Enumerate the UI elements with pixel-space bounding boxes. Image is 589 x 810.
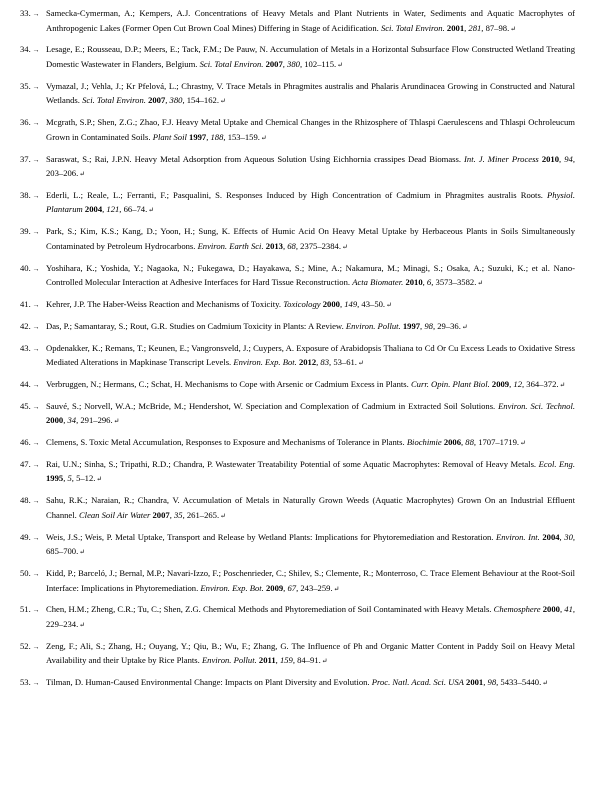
reference-journal: Environ. Int. [496,531,540,542]
reference-pages: 203–206. [46,168,79,179]
reference-journal: Toxicology [283,299,321,309]
reference-volume: 68 [287,240,296,251]
reference-volume: 94 [564,153,573,164]
reference-volume: 12 [513,378,522,389]
reference-title: Sahu, R.K.; Naraian, R.; Chandra, V. Accumulation of Metals in Naturally Grown Weeds (Aquatic Macrophytes) Grown On an Industrial Effluent Channel. [46,495,575,520]
reference-year: 2004 [84,204,103,215]
reference-entry [20,493,575,523]
reference-year: 2001 [446,22,465,33]
reference-pages: 43–50. [361,299,386,309]
reference-text: Saraswat, S.; Rai, J.P.N. Heavy Metal Adsorption from Aqueous Solution Using Eichhornia crassipes Dead Biomass. Int. J. Miner Process 2010, 94, 203–206. ↵ [46,152,575,182]
reference-title: Clemens, S. Toxic Metal Accumulation, Responses to Exposure and Mechanisms of Tolerance in Plants. [46,437,405,448]
reference-volume: 121 [106,204,120,215]
reference-text: Das, P.; Samantaray, S.; Rout, G.R. Studies on Cadmium Toxicity in Plants: A Review. Environ. Pollut. 1997, 98, 29–36. ↵ [46,319,575,335]
reference-title: Saraswat, S.; Rai, J.P.N. Heavy Metal Adsorption from Aqueous Solution Using Eichhornia crassipes Dead Biomass. [46,153,461,164]
reference-entry [20,115,575,145]
reference-year: 2004 [542,531,560,542]
reference-entry [20,341,575,371]
reference-year: 1997 [189,131,207,142]
reference-journal: Environ. Sci. Technol. [498,400,575,411]
reference-number: 42. → [20,319,46,335]
reference-title: Ederli, L.; Reale, L.; Ferranti, F.; Pasqualini, S. Responses Induced by High Concentration of Cadmium in Phragmites australis Roots. [46,189,543,200]
reference-volume: 88 [465,437,474,448]
reference-journal: Environ. Pollut. [201,655,257,666]
reference-journal: Proc. Natl. Acad. Sci. USA [371,677,464,688]
reference-title: Chen, H.M.; Zheng, C.R.; Tu, C.; Shen, Z.G. Chemical Methods and Phytoremediation of Soil Contaminated with Heavy Metals. [46,604,492,615]
reference-number: 48. → [20,493,46,523]
reference-year: 2013 [265,240,283,251]
reference-pages: 66–74. [123,204,148,215]
reference-text: Weis, J.S.; Weis, P. Metal Uptake, Transport and Release by Wetland Plants: Implications for Phytoremediation and Restoration. Environ. Int. 2004, 30, 685–700. ↵ [46,530,575,560]
reference-journal: Physiol. Plantarum [46,189,575,215]
reference-number: 52. → [20,639,46,669]
reference-number: 41. → [20,297,46,313]
reference-pages: 84–91. [297,655,321,666]
reference-pages: 5–12. [76,473,96,484]
reference-text: Tilman, D. Human-Caused Environmental Change: Impacts on Plant Diversity and Evolution. Proc. Natl. Acad. Sci. USA 2001, 98, 5433–5440. ↵ [46,675,575,691]
reference-text: Samecka-Cymerman, A.; Kempers, A.J. Concentrations of Heavy Metals and Plant Nutrients in Water, Sediments and Aquatic Macrophytes of Anthropogenic Lakes (Former Open Cut Brown Coal Mines) Differing in Stage of Acidification. Sci. Total Environ. 2001, 281, 87–98. ↵ [46,6,575,36]
reference-volume: 188 [210,131,224,142]
reference-text: Zeng, F.; Ali, S.; Zhang, H.; Ouyang, Y.; Qiu, B.; Wu, F.; Zhang, G. The Influence of Ph and Organic Matter Content in Paddy Soil on Heavy Metal Availability and their Uptake by Rice Plants. Environ. Pollut. 2011, 159, 84–91. ↵ [46,639,575,669]
reference-volume: 98 [487,677,497,688]
reference-journal: Sci. Total Environ. [199,58,264,69]
reference-number: 50. → [20,566,46,596]
reference-entry [20,261,575,291]
reference-volume: 98 [424,320,433,331]
reference-pages: 153–159. [227,131,260,142]
reference-pages: 1707–1719. [478,437,520,448]
reference-number: 47. → [20,457,46,487]
reference-year: 2007 [265,58,283,69]
reference-volume: 83 [320,357,330,368]
reference-entry [20,566,575,596]
reference-text: Sauvé, S.; Norvell, W.A.; McBride, M.; Hendershot, W. Speciation and Complexation of Cadmium in Extracted Soil Solutions. Environ. Sci. Technol. 2000, 34, 291–296. ↵ [46,399,575,429]
reference-journal: Sci. Total Environ. [380,22,445,33]
reference-journal: Biochimie [406,437,442,448]
reference-volume: 380 [169,95,183,106]
reference-pages: 154–162. [186,95,219,106]
reference-entry [20,399,575,429]
reference-entry [20,639,575,669]
reference-year: 1995 [46,473,64,484]
reference-journal: Ecol. Eng. [538,458,575,469]
reference-pages: 243–259. [300,582,333,593]
reference-number: 33. → [20,6,46,36]
reference-entry [20,319,575,335]
reference-title: Verbruggen, N.; Hermans, C.; Schat, H. Mechanisms to Cope with Arsenic or Cadmium Excess in Plants. [46,378,409,389]
reference-volume: 5 [67,473,72,484]
reference-title: Mcgrath, S.P.; Shen, Z.G.; Zhao, F.J. Heavy Metal Uptake and Chemical Changes in the Rhizosphere of Thlaspi Caerulescens and Thlaspi Ochroleucum Grown in Contaminated Soils. [46,117,575,142]
reference-volume: 380 [287,58,300,69]
reference-text: Ederli, L.; Reale, L.; Ferranti, F.; Pasqualini, S. Responses Induced by High Concentration of Cadmium in Phragmites australis Roots. Physiol. Plantarum 2004, 121, 66–74. ↵ [46,188,575,218]
reference-volume: 67 [287,582,297,593]
reference-number: 44. → [20,377,46,393]
reference-text: Lesage, E.; Rousseau, D.P.; Meers, E.; Tack, F.M.; De Pauw, N. Accumulation of Metals in a Horizontal Subsurface Flow Constructed Wetland Treating Domestic Wastewater in Flanders, Belgium. Sci. Total Environ. 2007, 380, 102–115. ↵ [46,42,575,72]
reference-number: 45. → [20,399,46,429]
reference-year: 2000 [46,415,64,426]
reference-journal: Environ. Earth Sci. [197,240,264,251]
reference-journal: Environ. Exp. Bot. [233,357,297,368]
reference-journal: Chemosphere [493,604,541,615]
reference-entry [20,530,575,560]
reference-title: Vymazal, J.; Vehla, J.; Kr Pfelová, L.; Chrastny, V. Trace Metals in Phragmites australis and Phalaris Arundinacea Growing in Constructed and Natural Wetlands. [46,80,575,106]
reference-pages: 364–372. [526,378,559,389]
reference-journal: Sci. Total Environ. [82,95,146,106]
reference-year: 2010 [541,153,560,164]
reference-volume: 34 [67,415,77,426]
reference-pages: 29–36. [437,320,461,331]
reference-entry [20,152,575,182]
reference-text: Rai, U.N.; Sinha, S.; Tripathi, R.D.; Chandra, P. Wastewater Treatability Potential of some Aquatic Macrophytes: Removal of Heavy Metals. Ecol. Eng. 1995, 5, 5–12. ↵ [46,457,575,487]
reference-text: Clemens, S. Toxic Metal Accumulation, Responses to Exposure and Mechanisms of Tolerance in Plants. Biochimie 2006, 88, 1707–1719. ↵ [46,435,575,451]
reference-number: 53. → [20,675,46,691]
reference-entry [20,224,575,254]
reference-volume: 281 [468,22,482,33]
reference-year: 2009 [491,378,510,389]
reference-pages: 3573–3582. [435,277,477,288]
reference-number: 51. → [20,602,46,632]
reference-year: 2011 [258,655,276,666]
reference-text: Verbruggen, N.; Hermans, C.; Schat, H. Mechanisms to Cope with Arsenic or Cadmium Excess in Plants. Curr. Opin. Plant Biol. 2009, 12, 364–372. ↵ [46,377,575,393]
reference-year: 1997 [402,320,421,331]
reference-text: Vymazal, J.; Vehla, J.; Kr Pfelová, L.; Chrastny, V. Trace Metals in Phragmites australis and Phalaris Arundinacea Growing in Constructed and Natural Wetlands. Sci. Total Environ. 2007, 380, 154–162. ↵ [46,79,575,109]
reference-text: Mcgrath, S.P.; Shen, Z.G.; Zhao, F.J. Heavy Metal Uptake and Chemical Changes in the Rhizosphere of Thlaspi Caerulescens and Thlaspi Ochroleucum Grown in Contaminated Soils. Plant Soil 1997, 188, 153–159. ↵ [46,115,575,145]
reference-year: 2007 [152,509,170,520]
reference-pages: 87–98. [485,22,510,33]
reference-number: 35. → [20,79,46,109]
reference-number: 46. → [20,435,46,451]
reference-title: Yoshihara, K.; Yoshida, Y.; Nagaoka, N.; Fukegawa, D.; Hayakawa, S.; Mine, A.; Nakamura, M.; Minagi, S.; Osaka, A.; Suzuki, K.; et al. Nano-Controlled Molecular Interaction at Adhesive Interfaces for Hard Tissue Reconstruction. [46,262,575,288]
reference-text: Kidd, P.; Barceló, J.; Bernal, M.P.; Navari-Izzo, F.; Poschenrieder, C.; Shilev, S.; Clemente, R.; Monterroso, C. Trace Element Behaviour at the Root-Soil Interface: Implications in Phytoremediation. Environ. Exp. Bot. 2009, 67, 243–259. ↵ [46,566,575,596]
reference-year: 2007 [148,95,166,106]
reference-volume: 149 [344,299,358,309]
reference-pages: 5433–5440. [500,677,542,688]
reference-text: Sahu, R.K.; Naraian, R.; Chandra, V. Accumulation of Metals in Naturally Grown Weeds (Aquatic Macrophytes) Grown On an Industrial Effluent Channel. Clean Soil Air Water 2007, 35, 261–265. ↵ [46,493,575,523]
reference-pages: 2375–2384. [300,240,341,251]
reference-title: Das, P.; Samantaray, S.; Rout, G.R. Studies on Cadmium Toxicity in Plants: A Review. [46,320,344,331]
reference-text: Opdenakker, K.; Remans, T.; Keunen, E.; Vangronsveld, J.; Cuypers, A. Exposure of Arabidopsis Thaliana to Cd Or Cu Excess Leads to Oxidative Stress Mediated Alterations in Mapkinase Transcript Levels. Environ. Exp. Bot. 2012, 83, 53–61. ↵ [46,341,575,371]
reference-year: 2000 [322,299,340,309]
reference-year: 2000 [542,604,560,615]
reference-journal: Acta Biomater. [352,277,404,288]
reference-number: 38. → [20,188,46,218]
reference-title: Kidd, P.; Barceló, J.; Bernal, M.P.; Navari-Izzo, F.; Poschenrieder, C.; Shilev, S.; Clemente, R.; Monterroso, C. Trace Element Behaviour at the Root-Soil Interface: Implications in Phytoremediation. [46,568,575,593]
reference-year: 2001 [466,677,484,688]
reference-volume: 30 [564,531,573,542]
reference-number: 49. → [20,530,46,560]
reference-text: Yoshihara, K.; Yoshida, Y.; Nagaoka, N.; Fukegawa, D.; Hayakawa, S.; Mine, A.; Nakamura, M.; Minagi, S.; Osaka, A.; Suzuki, K.; et al. Nano-Controlled Molecular Interaction at Adhesive Interfaces for Hard Tissue Reconstruction. Acta Biomater. 2010, 6, 3573–3582. ↵ [46,261,575,291]
reference-entry [20,297,575,313]
reference-year: 2009 [265,582,284,593]
reference-journal: Curr. Opin. Plant Biol. [410,378,490,389]
reference-title: Samecka-Cymerman, A.; Kempers, A.J. Concentrations of Heavy Metals and Plant Nutrients in Water, Sediments and Aquatic Macrophytes of Anthropogenic Lakes (Former Open Cut Brown Coal Mines) Differing in Stage of Acidification. [46,8,575,33]
reference-journal: Environ. Pollut. [345,320,401,331]
reference-number: 43. → [20,341,46,371]
reference-text: Chen, H.M.; Zheng, C.R.; Tu, C.; Shen, Z.G. Chemical Methods and Phytoremediation of Soil Contaminated with Heavy Metals. Chemosphere 2000, 41, 229–234. ↵ [46,602,575,632]
reference-volume: 35 [173,509,183,520]
reference-title: Weis, J.S.; Weis, P. Metal Uptake, Transport and Release by Wetland Plants: Implications for Phytoremediation and Restoration. [46,531,494,542]
reference-entry [20,457,575,487]
reference-entry [20,675,575,691]
reference-number: 37. → [20,152,46,182]
reference-pages: 685–700. [46,546,79,557]
reference-text: Kehrer, J.P. The Haber-Weiss Reaction and Mechanisms of Toxicity. Toxicology 2000, 149, 43–50. ↵ [46,297,575,313]
reference-pages: 291–296. [80,415,113,426]
reference-pages: 261–265. [186,509,220,520]
reference-entry [20,435,575,451]
reference-entry [20,602,575,632]
reference-number: 34. → [20,42,46,72]
reference-year: 2010 [405,277,423,288]
reference-pages: 229–234. [46,618,79,629]
reference-number: 40. → [20,261,46,291]
reference-title: Sauvé, S.; Norvell, W.A.; McBride, M.; Hendershot, W. Speciation and Complexation of Cadmium in Extracted Soil Solutions. [46,400,496,411]
reference-title: Park, S.; Kim, K.S.; Kang, D.; Yoon, H.; Sung, K. Effects of Humic Acid On Heavy Metal Uptake by Herbaceous Plants in Soils Simultaneously Contaminated by Petroleum Hydrocarbons. [46,226,575,251]
reference-title: Opdenakker, K.; Remans, T.; Keunen, E.; Vangronsveld, J.; Cuypers, A. Exposure of Arabidopsis Thaliana to Cd Or Cu Excess Leads to Oxidative Stress Mediated Alterations in Mapkinase Transcript Levels. [46,342,575,368]
reference-volume: 159 [279,655,293,666]
reference-journal: Environ. Exp. Bot. [200,582,264,593]
reference-number: 36. → [20,115,46,145]
reference-title: Rai, U.N.; Sinha, S.; Tripathi, R.D.; Chandra, P. Wastewater Treatability Potential of some Aquatic Macrophytes: Removal of Heavy Metals. [46,458,537,469]
reference-volume: 41 [564,604,573,615]
reference-entry [20,188,575,218]
reference-journal: Clean Soil Air Water [78,509,151,520]
reference-pages: 102–115. [304,58,337,69]
reference-entry [20,79,575,109]
reference-entry [20,6,575,36]
reference-year: 2012 [298,357,317,368]
reference-title: Lesage, E.; Rousseau, D.P.; Meers, E.; Tack, F.M.; De Pauw, N. Accumulation of Metals in a Horizontal Subsurface Flow Constructed Wetland Treating Domestic Wastewater in Flanders, Belgium. [46,44,575,69]
reference-entry [20,377,575,393]
reference-entry [20,42,575,72]
reference-title: Tilman, D. Human-Caused Environmental Change: Impacts on Plant Diversity and Evolution. [46,677,370,688]
reference-pages: 53–61. [333,357,357,368]
reference-number: 39. → [20,224,46,254]
reference-year: 2006 [443,437,461,448]
reference-title: Zeng, F.; Ali, S.; Zhang, H.; Ouyang, Y.; Qiu, B.; Wu, F.; Zhang, G. The Influence of Ph and Organic Matter Content in Paddy Soil on Heavy Metal Availability and their Uptake by Rice Plants. [46,640,575,666]
reference-text: Park, S.; Kim, K.S.; Kang, D.; Yoon, H.; Sung, K. Effects of Humic Acid On Heavy Metal Uptake by Herbaceous Plants in Soils Simultaneously Contaminated by Petroleum Hydrocarbons. Environ. Earth Sci. 2013, 68, 2375–2384. ↵ [46,224,575,254]
reference-title: Kehrer, J.P. The Haber-Weiss Reaction and Mechanisms of Toxicity. [46,299,282,309]
reference-volume: 6 [426,277,432,288]
reference-journal: Plant Soil [152,131,187,142]
reference-journal: Int. J. Miner Process [464,153,539,164]
